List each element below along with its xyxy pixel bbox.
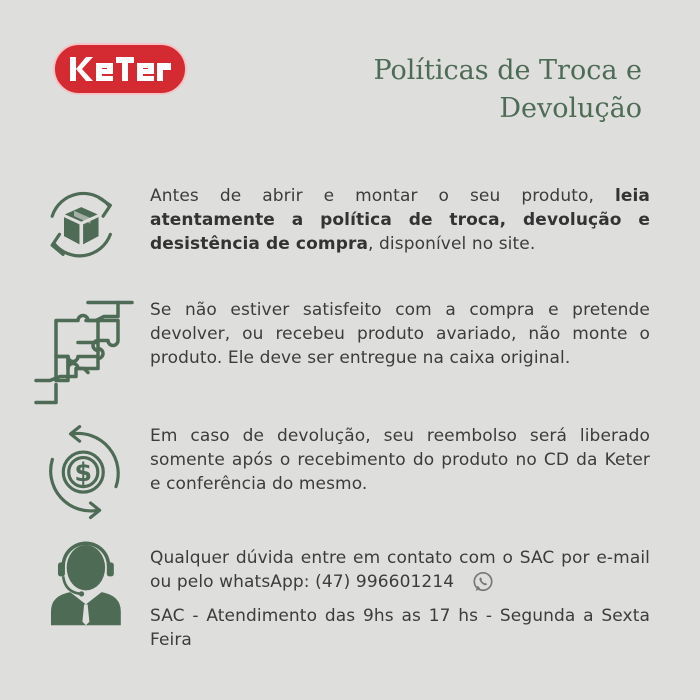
box-exchange-icon: [34, 178, 134, 278]
keter-logo: [52, 42, 188, 96]
text-pre: Antes de abrir e montar o seu produto,: [150, 186, 615, 206]
page-title-line2: Devolução: [499, 93, 642, 124]
sac-hours: SAC - Atendimento das 9hs as 17 hs - Segunda a Sexta Feira: [150, 606, 650, 650]
page-title-line1: Políticas de Troca e: [373, 55, 642, 86]
puzzle-hands-icon: [30, 292, 140, 407]
text-bold: leia atentamente a política de troca, devolução e desistência de compra: [150, 186, 650, 254]
page-title: [312, 52, 642, 128]
svg-text:$: $: [74, 458, 93, 489]
section-text: Se não estiver satisfeito com a compra e pretende devolver, ou recebeu produto avariado, não monte o produto. Ele deve ser entregue na caixa original.: [150, 300, 650, 368]
section-text: [150, 184, 650, 256]
money-refund-icon: [36, 418, 136, 528]
section-text: Em caso de devolução, seu reembolso será liberado somente após o recebimento do produto no CD da Keter e conferência do mesmo.: [150, 426, 650, 494]
whatsapp-icon: [472, 571, 494, 593]
section-text: [150, 546, 650, 652]
support-agent-icon: [44, 536, 140, 636]
text-post: , disponível no site.: [368, 234, 536, 254]
contact-text: Qualquer dúvida entre em contato com o SAC por e-mail ou pelo whatsApp: (47) 996601214: [150, 548, 650, 592]
